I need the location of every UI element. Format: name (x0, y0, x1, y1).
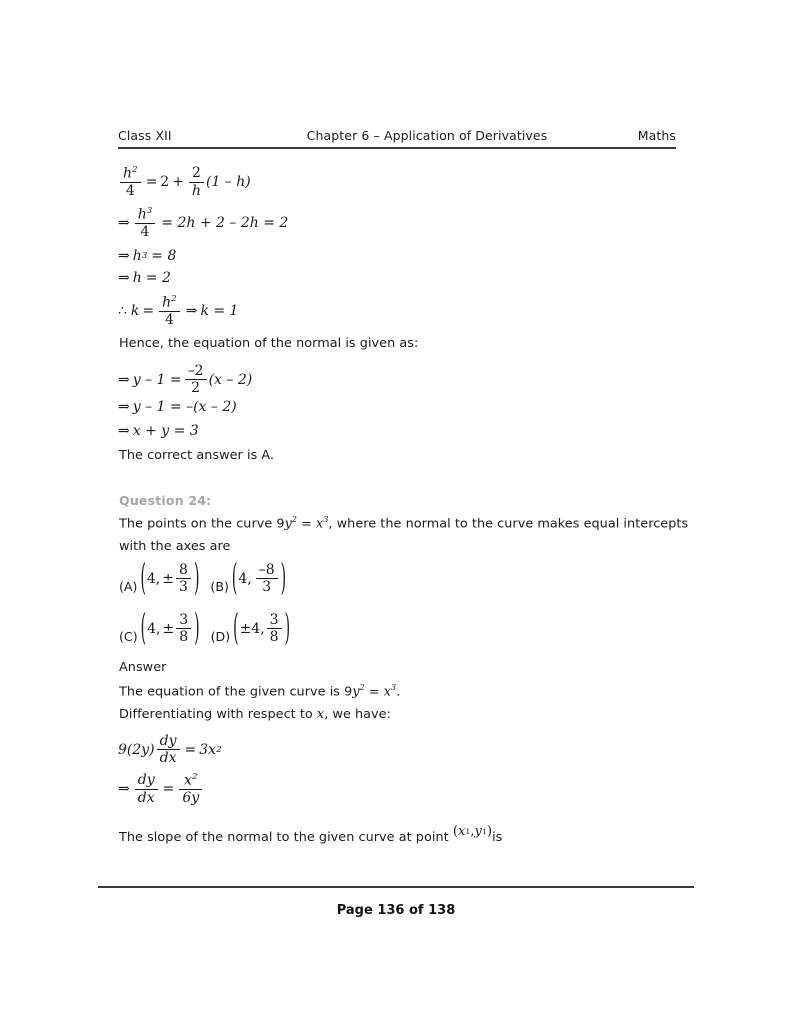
equation-x-plus-y-equals-3: ⇒ x + y = 3 (118, 423, 199, 439)
answer-differentiating-text: Differentiating with respect to x, we have: (119, 707, 391, 722)
left-paren: ( (233, 607, 239, 650)
option-d-letter: (D) (210, 628, 231, 644)
header-chapter-title: Chapter 6 – Application of Derivatives (306, 128, 548, 143)
option-c-expression: ( 4, ± $\frac{3}{8}$ ) (140, 607, 200, 650)
right-paren: ) (193, 557, 200, 600)
question-24-label: Question 24: (119, 493, 212, 508)
text-correct-answer-a: The correct answer is A. (119, 448, 275, 463)
left-paren: ( (140, 557, 146, 600)
equation-h3-equals-8: ⇒ h 3 = 8 (118, 248, 177, 264)
option-a-letter: (A) (119, 578, 138, 594)
left-paren: ( (231, 557, 238, 600)
equation-k-equals-1: ∴ k = $\frac{h^2}{4}$ ⇒ k = 1 (118, 294, 239, 328)
text-hence-normal-equation: Hence, the equation of the normal is given as: (119, 336, 419, 351)
option-b-letter: (B) (210, 578, 229, 594)
equation-implicit-derivative: 9(2y) $\frac{dy}{dx}$ = 3x 2 (118, 733, 222, 767)
footer-page-number: Page 136 of 138 (336, 903, 456, 918)
header-divider (118, 147, 676, 149)
header-class-label: Class XII (118, 128, 172, 143)
point-x1-y1-expression: ( x 1 , y 1 ) (452, 824, 493, 839)
left-paren: ( (140, 607, 147, 650)
question-24-text-line-1: The points on the curve $9y^2 = x^3$, where the normal to the curve makes equal intercepts (119, 515, 689, 532)
right-paren: ) (194, 607, 200, 650)
equation-h-equals-2: ⇒ h = 2 (118, 270, 171, 286)
equation-h2-over-4: $\frac{h^2}{4}$ = 2 + $\frac{2}{h}$ (1 – h) (118, 166, 251, 198)
option-b-expression: ( 4, $\frac{-8}{3}$ ) (231, 557, 287, 600)
option-row-cd (119, 607, 301, 650)
slope-of-normal-text: The slope of the normal to the given curve at point ( x 1 , y 1 ) is (119, 824, 503, 845)
option-a-expression: ( 4, ± $\frac{8}{3}$ ) (140, 557, 200, 600)
answer-curve-equation-text: The equation of the given curve is $9y^2 = x^3$. (119, 683, 401, 700)
footer-divider (98, 886, 694, 888)
option-c-letter: (C) (119, 628, 138, 644)
equation-normal-point-slope: ⇒ y – 1 = $\frac{-2}{2}$ (x – 2) (118, 363, 253, 397)
equation-dy-dx-result: ⇒ $\frac{dy}{dx}$ = $\frac{x^2}{6y}$ (118, 773, 204, 805)
answer-label: Answer (119, 660, 167, 675)
option-d-expression: ( ±4, $\frac{3}{8}$ ) (233, 607, 291, 650)
right-paren: ) (280, 557, 287, 600)
equation-h3-over-4: ⇒ $\frac{h^3}{4}$ = 2h + 2 – 2h = 2 (118, 206, 289, 240)
page-header (118, 128, 676, 143)
equation-normal-simplified: ⇒ y – 1 = –(x – 2) (118, 399, 237, 415)
header-subject-label: Maths (637, 128, 676, 143)
option-row-ab (119, 557, 297, 600)
right-paren: ) (284, 607, 291, 650)
question-24-text-line-2: with the axes are (119, 539, 231, 554)
